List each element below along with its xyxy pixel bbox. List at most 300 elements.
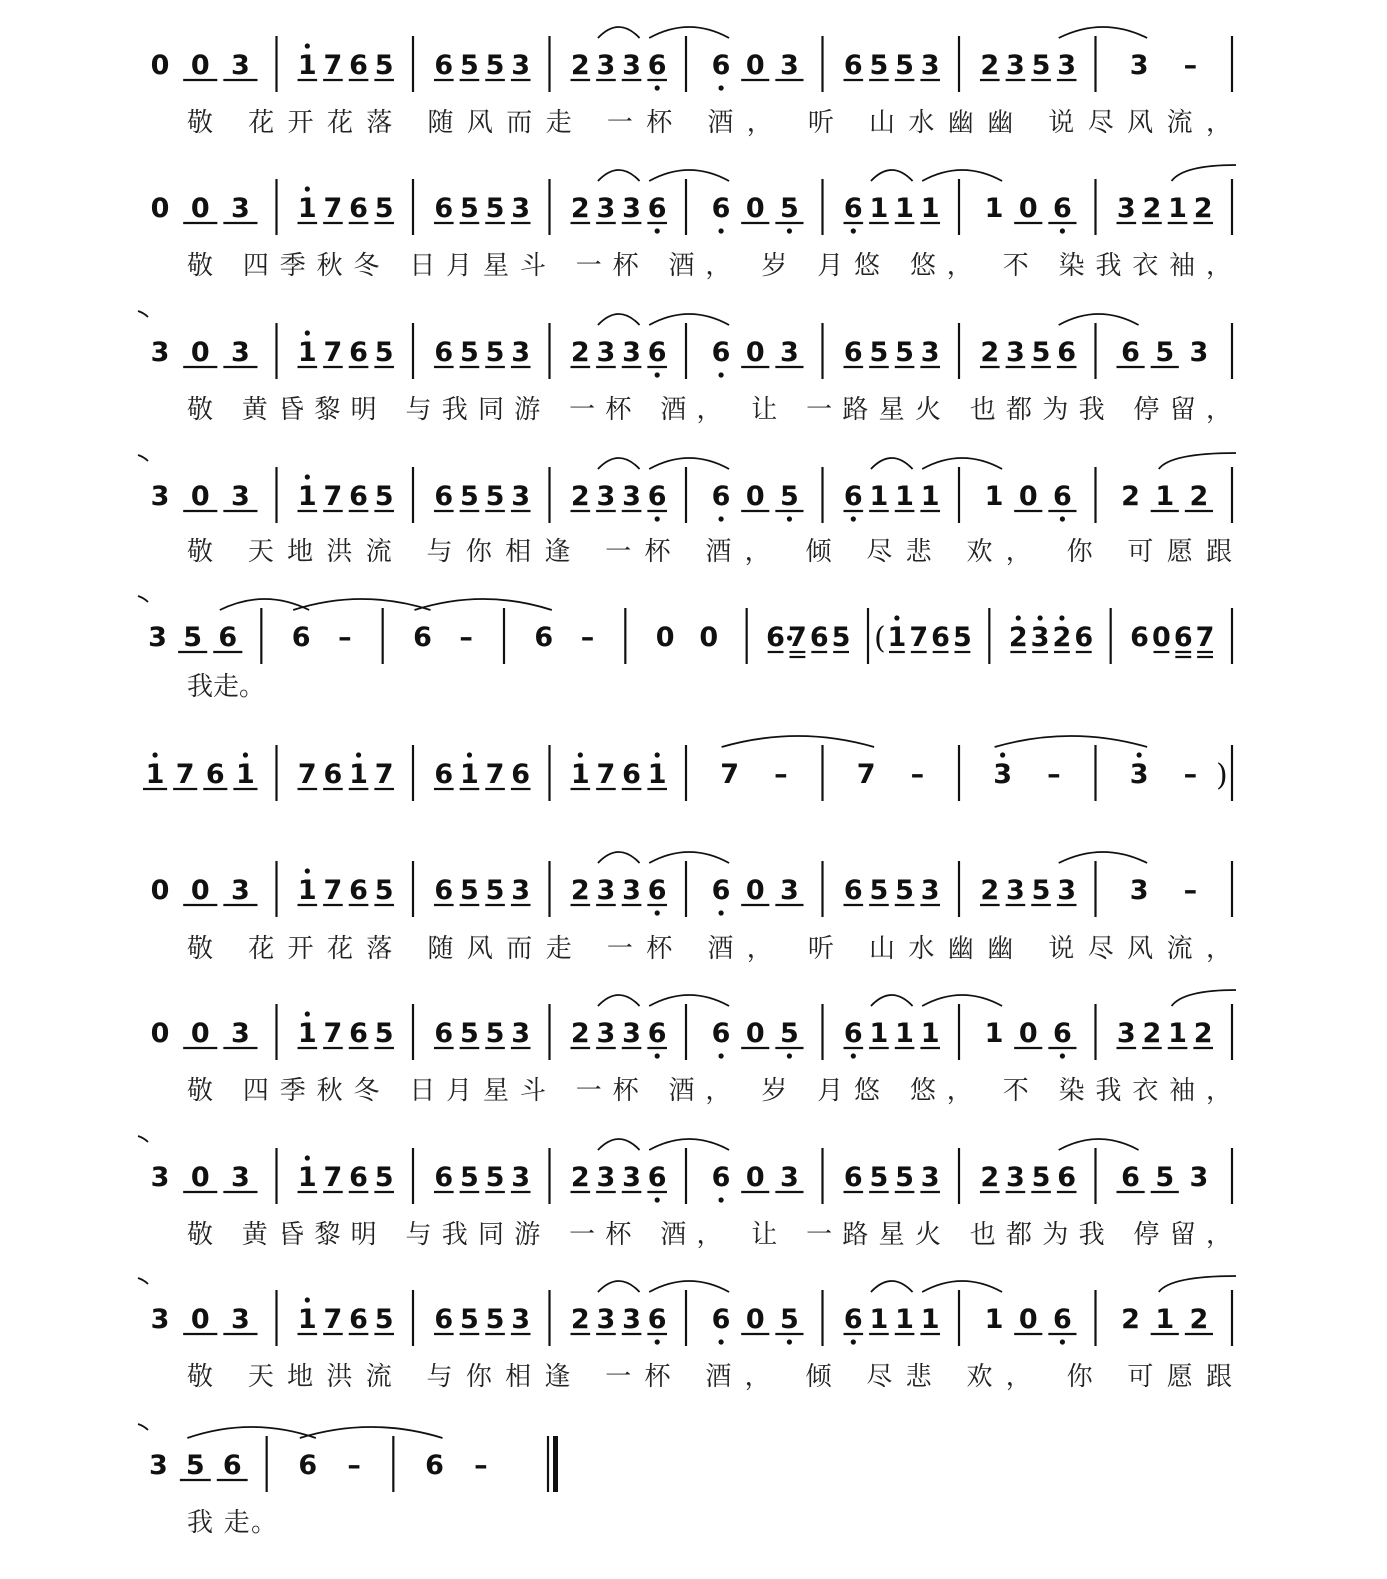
slur-arc bbox=[1059, 852, 1147, 863]
note: 5 bbox=[374, 337, 394, 368]
note: 7 bbox=[323, 337, 343, 368]
note: 7 bbox=[909, 622, 929, 653]
note: 0 bbox=[190, 1018, 210, 1049]
note: 3 bbox=[622, 50, 641, 81]
slur-arc bbox=[1059, 1139, 1139, 1150]
low-octave-dot bbox=[787, 228, 792, 233]
note: 3 bbox=[1057, 50, 1077, 81]
note: 5 bbox=[1031, 50, 1051, 81]
note: 6 bbox=[434, 193, 454, 224]
note: 1 bbox=[297, 1162, 317, 1193]
high-octave-dot bbox=[1137, 752, 1142, 757]
note: 3 bbox=[231, 875, 250, 906]
note: 3 bbox=[231, 337, 250, 368]
note: 0 bbox=[190, 193, 210, 224]
note: 5 bbox=[869, 1162, 889, 1193]
note: 5 bbox=[869, 337, 889, 368]
score-system-3 bbox=[138, 311, 1232, 425]
note: 0 bbox=[190, 50, 210, 81]
note: 6 bbox=[711, 193, 731, 224]
note: 5 bbox=[460, 1304, 479, 1335]
final-barline-thick bbox=[553, 1436, 558, 1492]
note: 2 bbox=[1052, 622, 1072, 653]
note: 5 bbox=[1031, 337, 1051, 368]
slur-arc bbox=[649, 1139, 729, 1150]
low-octave-dot bbox=[787, 1053, 792, 1058]
note: 3 bbox=[150, 1304, 170, 1335]
note: 6 bbox=[843, 50, 863, 81]
slur-arc bbox=[649, 170, 729, 181]
high-octave-dot bbox=[305, 1297, 310, 1302]
note: 0 bbox=[655, 622, 675, 653]
note: 5 bbox=[895, 50, 914, 81]
score-system-7 bbox=[151, 852, 1232, 964]
low-octave-dot bbox=[655, 1197, 660, 1202]
note: 6 bbox=[647, 1018, 667, 1049]
note: 7 bbox=[374, 759, 394, 790]
note: – bbox=[1183, 50, 1198, 81]
note: 0 bbox=[190, 481, 210, 512]
note: 5 bbox=[895, 337, 914, 368]
note: 2 bbox=[1193, 1018, 1213, 1049]
slur-arc bbox=[1059, 27, 1147, 38]
lyric-line: 敬 黄昏黎明 与我同游 一杯 酒， 让 一路星火 也都为我 停留， bbox=[187, 395, 1232, 425]
note: 3 bbox=[511, 1304, 531, 1335]
note: 6 bbox=[1121, 337, 1140, 368]
note: 3 bbox=[920, 50, 940, 81]
high-octave-dot bbox=[305, 330, 310, 335]
note: 6 bbox=[1057, 337, 1077, 368]
note: 3 bbox=[622, 337, 641, 368]
note: 6 bbox=[349, 1304, 368, 1335]
note: 3 bbox=[596, 1018, 616, 1049]
note: 1 bbox=[869, 193, 889, 224]
note: 5 bbox=[831, 622, 851, 653]
note: 3 bbox=[622, 875, 641, 906]
note: 0 bbox=[1152, 622, 1171, 653]
slur-arc bbox=[649, 27, 729, 38]
note: 3 bbox=[920, 337, 940, 368]
note: 6 bbox=[711, 875, 731, 906]
note: 3 bbox=[1189, 337, 1209, 368]
note: 1 bbox=[349, 759, 368, 790]
note: 1 bbox=[984, 1018, 1004, 1049]
low-octave-dot bbox=[718, 910, 723, 915]
repeat-parenthesis-close: ) bbox=[1216, 758, 1228, 793]
note: 3 bbox=[231, 1162, 250, 1193]
note: 7 bbox=[323, 875, 343, 906]
note: 5 bbox=[485, 337, 505, 368]
score-system-5 bbox=[138, 596, 1232, 702]
note: – bbox=[1047, 759, 1061, 790]
note: 1 bbox=[297, 50, 317, 81]
note: 6 bbox=[434, 481, 454, 512]
note: 6 bbox=[434, 875, 454, 906]
note: 5 bbox=[780, 1304, 799, 1335]
lyric-line: 敬 天地洪流 与你相逢 一杯 酒， 倾 尽悲 欢， 你 可愿跟 bbox=[187, 1362, 1232, 1392]
note: 2 bbox=[1189, 1304, 1209, 1335]
score-system-4 bbox=[138, 453, 1236, 567]
note: 7 bbox=[485, 759, 505, 790]
score-system-9 bbox=[138, 1136, 1232, 1250]
note: 6 bbox=[622, 759, 641, 790]
tie-continues bbox=[1159, 453, 1236, 469]
slur-arc bbox=[922, 1281, 1002, 1292]
note: 2 bbox=[1189, 481, 1209, 512]
note: 6 bbox=[843, 1162, 863, 1193]
score-system-6 bbox=[143, 736, 1232, 801]
tie-from-previous bbox=[138, 1278, 148, 1284]
note: 5 bbox=[780, 193, 799, 224]
note: 3 bbox=[596, 193, 616, 224]
note: 5 bbox=[485, 481, 505, 512]
note: 6 bbox=[222, 1450, 242, 1481]
note: 2 bbox=[980, 1162, 1000, 1193]
note: 0 bbox=[745, 1304, 765, 1335]
note: 3 bbox=[596, 1304, 616, 1335]
note: 0 bbox=[745, 193, 765, 224]
note: 6 bbox=[349, 1162, 368, 1193]
note: 6 bbox=[647, 337, 667, 368]
note: 3 bbox=[1189, 1162, 1209, 1193]
high-octave-dot bbox=[467, 752, 472, 757]
note: 5 bbox=[460, 1018, 479, 1049]
note: 6 bbox=[205, 759, 225, 790]
note: 3 bbox=[622, 481, 641, 512]
note: 1 bbox=[984, 1304, 1004, 1335]
note: 3 bbox=[150, 481, 170, 512]
note: – bbox=[474, 1450, 488, 1481]
low-octave-dot bbox=[718, 372, 723, 377]
note: 3 bbox=[1006, 1162, 1025, 1193]
note: 1 bbox=[887, 622, 907, 653]
note: 2 bbox=[570, 481, 590, 512]
note: 5 bbox=[485, 875, 505, 906]
high-octave-dot bbox=[305, 43, 310, 48]
note: 0 bbox=[745, 337, 765, 368]
slur-arc bbox=[598, 27, 640, 38]
note: 5 bbox=[183, 622, 203, 653]
slur-arc bbox=[293, 599, 430, 610]
high-octave-dot bbox=[305, 474, 310, 479]
note: 5 bbox=[780, 481, 799, 512]
note: 3 bbox=[511, 1018, 531, 1049]
slur-arc bbox=[649, 1281, 729, 1292]
note: 6 bbox=[413, 622, 432, 653]
note: 6 bbox=[647, 50, 667, 81]
slur-arc bbox=[300, 1427, 443, 1438]
note: 0 bbox=[1018, 1304, 1038, 1335]
low-octave-dot bbox=[851, 516, 856, 521]
note: 3 bbox=[622, 1018, 641, 1049]
low-octave-dot bbox=[1060, 1053, 1065, 1058]
slur-arc bbox=[649, 458, 729, 469]
note: 5 bbox=[485, 193, 505, 224]
note: 0 bbox=[150, 875, 170, 906]
tie-from-previous bbox=[138, 596, 148, 602]
lyric-line: 敬 花开花落 随风而走 一杯 酒， 听 山水幽幽 说尽风流， bbox=[187, 934, 1232, 964]
slur-arc bbox=[995, 736, 1148, 747]
note: 2 bbox=[570, 1018, 590, 1049]
low-octave-dot bbox=[1060, 228, 1065, 233]
low-octave-dot bbox=[655, 516, 660, 521]
note: 3 bbox=[596, 875, 616, 906]
note: 6 bbox=[843, 1304, 863, 1335]
note: 1 bbox=[460, 759, 479, 790]
note: 6 bbox=[1074, 622, 1094, 653]
low-octave-dot bbox=[655, 910, 660, 915]
note: 3 bbox=[622, 1304, 641, 1335]
note: 6 bbox=[843, 337, 863, 368]
note: 2 bbox=[1121, 1304, 1140, 1335]
note: 3 bbox=[148, 622, 167, 653]
note: 3 bbox=[511, 1162, 531, 1193]
note: 1 bbox=[297, 337, 317, 368]
note: 5 bbox=[460, 875, 479, 906]
note: 6 bbox=[647, 1162, 667, 1193]
note: – bbox=[910, 759, 925, 790]
note: 2 bbox=[1193, 193, 1213, 224]
low-octave-dot bbox=[718, 516, 723, 521]
note: 5 bbox=[374, 1162, 394, 1193]
slur-arc bbox=[598, 458, 640, 469]
note: 6 bbox=[647, 875, 667, 906]
low-octave-dot bbox=[655, 372, 660, 377]
note: 6 bbox=[843, 193, 863, 224]
note: 3 bbox=[1129, 50, 1149, 81]
note: 6 bbox=[711, 1304, 731, 1335]
note: 1 bbox=[920, 193, 940, 224]
note: 0 bbox=[190, 875, 210, 906]
note: – bbox=[338, 622, 352, 653]
note: 6 bbox=[1053, 481, 1072, 512]
lyric-line: 敬 天地洪流 与你相逢 一杯 酒， 倾 尽悲 欢， 你 可愿跟 bbox=[187, 537, 1232, 567]
note: 7 bbox=[1195, 622, 1215, 653]
note: 5 bbox=[374, 193, 394, 224]
note: 7 bbox=[175, 759, 195, 790]
low-octave-dot bbox=[718, 1339, 723, 1344]
note: 0 bbox=[699, 622, 719, 653]
note: 6 bbox=[323, 759, 343, 790]
note: 5 bbox=[374, 481, 394, 512]
note: 3 bbox=[231, 1304, 250, 1335]
slur-arc bbox=[871, 170, 913, 181]
note: 5 bbox=[460, 337, 479, 368]
note: 3 bbox=[622, 193, 641, 224]
note: 3 bbox=[1006, 50, 1025, 81]
note: 7 bbox=[788, 622, 807, 653]
note: 6 bbox=[711, 481, 731, 512]
note: 6 bbox=[349, 1018, 368, 1049]
high-octave-dot bbox=[356, 752, 361, 757]
note: 3 bbox=[780, 1162, 799, 1193]
note: 2 bbox=[1121, 481, 1140, 512]
note: 7 bbox=[323, 50, 343, 81]
note: – bbox=[580, 622, 595, 653]
slur-arc bbox=[649, 995, 729, 1006]
note: 6 bbox=[298, 1450, 318, 1481]
note: 2 bbox=[570, 337, 590, 368]
note: 7 bbox=[596, 759, 616, 790]
high-octave-dot bbox=[152, 752, 157, 757]
note: 6 bbox=[931, 622, 950, 653]
note: 6 bbox=[434, 759, 454, 790]
high-octave-dot bbox=[1016, 615, 1021, 620]
note: 1 bbox=[895, 481, 914, 512]
note: 6 bbox=[711, 337, 731, 368]
high-octave-dot bbox=[655, 752, 660, 757]
note: 2 bbox=[570, 193, 590, 224]
note: 7 bbox=[720, 759, 740, 790]
note: – bbox=[774, 759, 788, 790]
note: 6 bbox=[349, 481, 368, 512]
note: 6 bbox=[434, 50, 454, 81]
note: 6 bbox=[1057, 1162, 1077, 1193]
note: 5 bbox=[869, 875, 889, 906]
note: 3 bbox=[1030, 622, 1050, 653]
slur-arc bbox=[922, 995, 1002, 1006]
note: 3 bbox=[622, 1162, 641, 1193]
note: 5 bbox=[460, 50, 479, 81]
note: 3 bbox=[780, 50, 799, 81]
slur-arc bbox=[187, 1427, 316, 1438]
note: 0 bbox=[190, 1162, 210, 1193]
note: 1 bbox=[1168, 1018, 1187, 1049]
low-octave-dot bbox=[851, 1053, 856, 1058]
note: 5 bbox=[485, 50, 505, 81]
note: 3 bbox=[150, 337, 170, 368]
note: 3 bbox=[993, 759, 1013, 790]
note: 1 bbox=[920, 1018, 940, 1049]
note: 2 bbox=[1008, 622, 1028, 653]
low-octave-dot bbox=[718, 228, 723, 233]
note: – bbox=[459, 622, 473, 653]
note: 6 bbox=[647, 1304, 667, 1335]
lyric-line: 敬 黄昏黎明 与我同游 一杯 酒， 让 一路星火 也都为我 停留， bbox=[187, 1220, 1232, 1250]
low-octave-dot bbox=[655, 228, 660, 233]
score-system-8 bbox=[151, 990, 1236, 1106]
note: 3 bbox=[149, 1450, 168, 1481]
note: 2 bbox=[570, 1304, 590, 1335]
note: 5 bbox=[1031, 1162, 1051, 1193]
low-octave-dot bbox=[851, 228, 856, 233]
note: 1 bbox=[297, 1304, 317, 1335]
low-octave-dot bbox=[851, 1339, 856, 1344]
slur-arc bbox=[871, 995, 913, 1006]
tie-from-previous bbox=[138, 311, 148, 317]
note: 5 bbox=[1155, 1162, 1175, 1193]
score-system-10 bbox=[138, 1276, 1236, 1392]
note: 5 bbox=[1031, 875, 1051, 906]
slur-arc bbox=[1059, 314, 1139, 325]
note: 6 bbox=[434, 1162, 454, 1193]
note: 3 bbox=[511, 875, 531, 906]
note: 6 bbox=[291, 622, 311, 653]
note: 7 bbox=[297, 759, 317, 790]
note: 0 bbox=[150, 50, 170, 81]
slur-arc bbox=[598, 314, 640, 325]
note: 6 bbox=[349, 193, 368, 224]
note: 6 bbox=[434, 1018, 454, 1049]
high-octave-dot bbox=[305, 868, 310, 873]
note: 7 bbox=[323, 1304, 343, 1335]
lyric-line: 我 走。 bbox=[187, 1508, 277, 1538]
note: 5 bbox=[374, 50, 394, 81]
note: 0 bbox=[1018, 1018, 1038, 1049]
low-octave-dot bbox=[718, 85, 723, 90]
note: 3 bbox=[231, 50, 250, 81]
note: 6 bbox=[425, 1450, 444, 1481]
note: 1 bbox=[297, 481, 317, 512]
note: 5 bbox=[485, 1018, 505, 1049]
note: 6 bbox=[218, 622, 238, 653]
high-octave-dot bbox=[305, 186, 310, 191]
slur-arc bbox=[415, 599, 552, 610]
note: 1 bbox=[869, 481, 889, 512]
note: 5 bbox=[485, 1304, 505, 1335]
note: 5 bbox=[460, 1162, 479, 1193]
note: 2 bbox=[570, 1162, 590, 1193]
note: 2 bbox=[1142, 193, 1162, 224]
low-octave-dot bbox=[718, 1053, 723, 1058]
note: 0 bbox=[1018, 193, 1038, 224]
low-octave-dot bbox=[1060, 516, 1065, 521]
tie-from-previous bbox=[138, 1424, 148, 1430]
lyric-line: 我走。 bbox=[187, 672, 266, 702]
high-octave-dot bbox=[305, 1011, 310, 1016]
tie-from-previous bbox=[138, 455, 148, 461]
note: 2 bbox=[980, 875, 1000, 906]
note: 3 bbox=[231, 481, 250, 512]
note: 6 bbox=[1053, 193, 1072, 224]
note: 7 bbox=[323, 193, 343, 224]
note: 1 bbox=[297, 193, 317, 224]
note: – bbox=[347, 1450, 361, 1481]
note: 6 bbox=[647, 193, 667, 224]
note: 1 bbox=[1155, 481, 1175, 512]
note: 7 bbox=[323, 1162, 343, 1193]
note: 6 bbox=[349, 337, 368, 368]
note: 3 bbox=[1057, 875, 1077, 906]
note: 1 bbox=[1168, 193, 1187, 224]
note: 6 bbox=[711, 1018, 731, 1049]
note: 6 bbox=[1053, 1304, 1072, 1335]
slur-arc bbox=[922, 170, 1002, 181]
note: 1 bbox=[297, 1018, 317, 1049]
note: 6 bbox=[434, 337, 454, 368]
note: 5 bbox=[895, 1162, 914, 1193]
note: 1 bbox=[920, 1304, 940, 1335]
low-octave-dot bbox=[655, 1339, 660, 1344]
note: 5 bbox=[1155, 337, 1175, 368]
note: 1 bbox=[895, 193, 914, 224]
note: 1 bbox=[920, 481, 940, 512]
high-octave-dot bbox=[1059, 615, 1064, 620]
low-octave-dot bbox=[718, 1197, 723, 1202]
score-system-11 bbox=[138, 1424, 558, 1538]
note: 3 bbox=[150, 1162, 170, 1193]
note: 6 bbox=[766, 622, 785, 653]
note: – bbox=[1183, 759, 1198, 790]
note: 5 bbox=[185, 1450, 205, 1481]
note: 0 bbox=[150, 193, 170, 224]
slur-arc bbox=[598, 995, 640, 1006]
note: 3 bbox=[231, 193, 250, 224]
note: 0 bbox=[745, 875, 765, 906]
lyric-line: 敬 花开花落 随风而走 一杯 酒， 听 山水幽幽 说尽风流， bbox=[187, 108, 1232, 138]
note: 6 bbox=[1173, 622, 1193, 653]
note: 6 bbox=[647, 481, 667, 512]
